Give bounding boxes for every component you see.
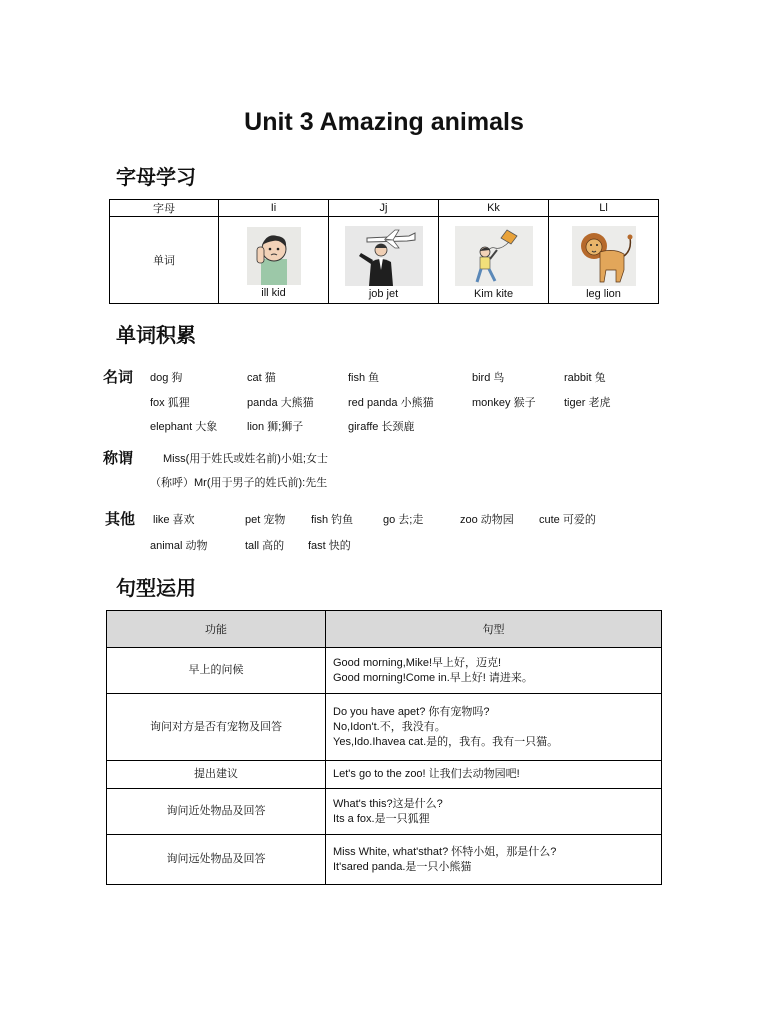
vocab-category-nouns: 名词 — [103, 369, 134, 386]
function-cell: 询问对方是否有宠物及回答 — [107, 694, 326, 761]
sentence-cell — [326, 789, 662, 835]
letter-cell: Ii — [219, 200, 329, 217]
page-title: Unit 3 Amazing animals — [244, 108, 524, 136]
table-row — [107, 789, 662, 835]
column-header-function: 功能 — [107, 611, 326, 648]
word-caption: ill kid — [261, 286, 286, 299]
vocab-item: （称呼）Mr(用于男子的姓氏前):先生 — [150, 477, 328, 489]
function-cell: 早上的问候 — [107, 648, 326, 694]
sentence-line: What's this?这是什么? — [333, 797, 443, 810]
table-row — [107, 648, 662, 694]
letters-row-label: 字母 — [110, 200, 219, 217]
vocab-item: animal 动物 — [150, 540, 208, 552]
vocab-item: tiger 老虎 — [564, 397, 611, 409]
vocab-item: fast 快的 — [308, 540, 351, 552]
vocab-item: like 喜欢 — [153, 514, 195, 526]
word-cell — [439, 217, 549, 304]
vocab-item: lion 狮;狮子 — [247, 421, 304, 433]
boy-kite-pictogram-icon — [455, 226, 533, 286]
vocab-category-others: 其他 — [105, 511, 136, 528]
word-caption: job jet — [368, 287, 399, 300]
letter-cell: Ll — [549, 200, 659, 217]
sentence-line: No,Idon't.不，我没有。 — [333, 720, 446, 733]
vocab-item: panda 大熊猫 — [247, 397, 314, 409]
function-cell: 提出建议 — [107, 761, 326, 789]
sentence-cell — [326, 835, 662, 885]
vocab-item: red panda 小熊猫 — [348, 397, 434, 409]
word-caption: Kim kite — [473, 287, 514, 300]
word-cell — [329, 217, 439, 304]
vocab-item: zoo 动物园 — [460, 514, 514, 526]
function-cell: 询问远处物品及回答 — [107, 835, 326, 885]
sentences-table — [106, 610, 662, 885]
table-row — [107, 694, 662, 761]
sentence-cell — [326, 694, 662, 761]
boy-pictogram-icon — [247, 227, 301, 285]
section-title-words: 单词积累 — [116, 325, 196, 347]
vocab-item: pet 宠物 — [245, 514, 286, 526]
word-cell — [549, 217, 659, 304]
sentence-cell — [326, 761, 662, 789]
sentence-line: Good morning,Mike!早上好，迈克! — [333, 656, 502, 669]
table-row — [107, 761, 662, 789]
sentence-line: Yes,Ido.Ihavea cat.是的，我有。我有一只猫。 — [333, 735, 559, 748]
vocab-item: rabbit 兔 — [564, 372, 606, 384]
vocab-item: dog 狗 — [150, 372, 183, 384]
sentence-line: Do you have apet? 你有宠物吗? — [333, 705, 490, 718]
man-airplane-pictogram-icon — [345, 226, 423, 286]
sentence-line: Let's go to the zoo! 让我们去动物园吧! — [333, 768, 520, 780]
lion-pictogram-icon — [572, 226, 636, 286]
sentence-cell — [326, 648, 662, 694]
vocab-item: elephant 大象 — [150, 421, 218, 433]
vocab-item: monkey 猴子 — [472, 397, 536, 409]
word-caption: leg lion — [586, 287, 621, 300]
section-title-letters: 字母学习 — [116, 167, 196, 189]
vocab-item: tall 高的 — [245, 540, 285, 552]
vocab-item: giraffe 长颈鹿 — [348, 421, 415, 433]
vocab-item: fish 鱼 — [348, 372, 380, 384]
sentence-line: Good morning!Come in.早上好! 请进来。 — [333, 671, 533, 684]
vocab-item: cat 猫 — [247, 372, 276, 384]
vocab-item: bird 鸟 — [472, 372, 505, 384]
vocab-category-titles: 称谓 — [103, 450, 134, 467]
vocab-item: Miss(用于姓氏或姓名前)小姐;女士 — [163, 453, 328, 465]
vocab-item: fox 狐狸 — [150, 397, 190, 409]
sentence-line: It'sared panda.是一只小熊猫 — [333, 860, 472, 873]
word-cell — [219, 217, 329, 304]
function-cell: 询问近处物品及回答 — [107, 789, 326, 835]
words-row-label: 单词 — [110, 217, 219, 304]
letter-cell: Jj — [329, 200, 439, 217]
sentence-line: Miss White, what'sthat? 怀特小姐，那是什么? — [333, 845, 557, 858]
vocab-item: cute 可爱的 — [539, 514, 596, 526]
column-header-sentence: 句型 — [326, 611, 662, 648]
section-title-sentences: 句型运用 — [116, 578, 196, 600]
letters-table — [109, 199, 659, 304]
sentence-line: Its a fox.是一只狐狸 — [333, 812, 430, 825]
vocab-item: fish 钓鱼 — [311, 514, 354, 526]
table-row — [107, 835, 662, 885]
vocab-item: go 去;走 — [383, 514, 424, 526]
letter-cell: Kk — [439, 200, 549, 217]
